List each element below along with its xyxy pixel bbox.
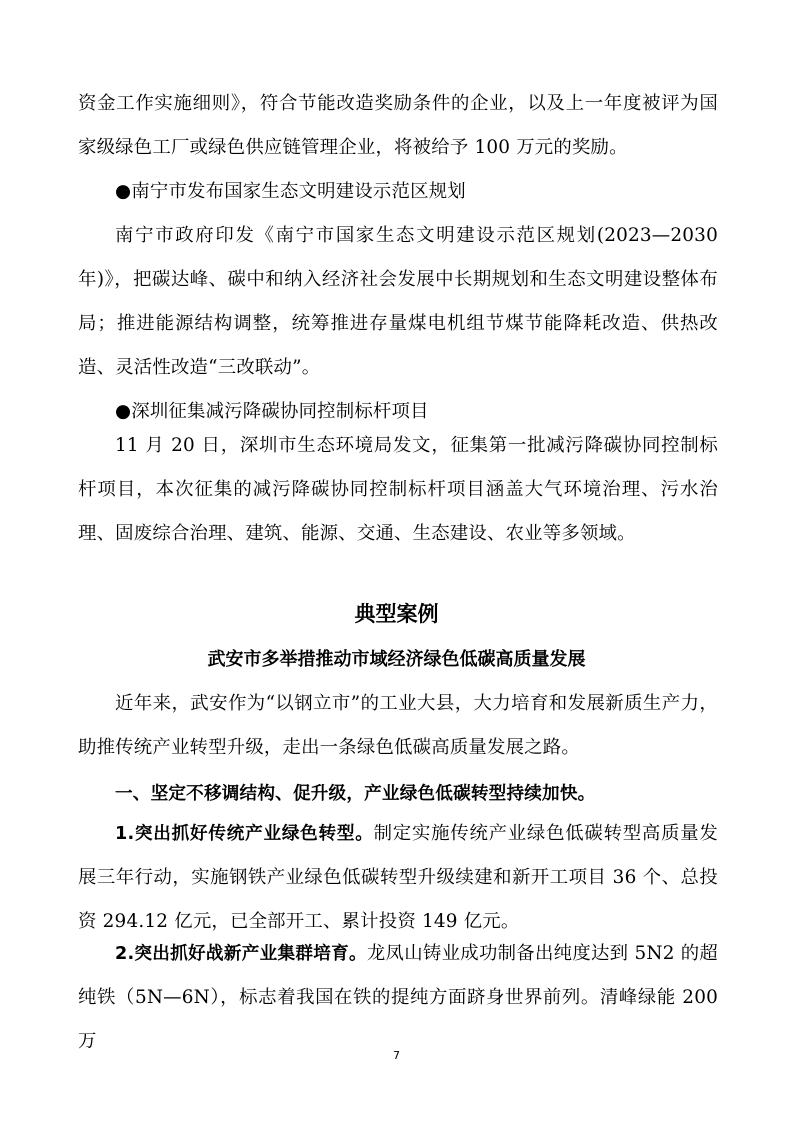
bullet-shenzhen-projects: ●深圳征集减污降碳协同控制标杆项目 xyxy=(115,401,429,422)
item-two-text: 龙凤山铸业成功制备出纯度达到 5N2 的超纯铁（5N—6N），标志着我国在铁的提纯方面跻身世界前列。清峰绿能 200 万 xyxy=(78,943,718,1052)
case-title: 武安市多举措推动市域经济绿色低碳高质量发展 xyxy=(207,649,586,670)
item-two-paragraph xyxy=(78,932,718,1064)
item-one-paragraph xyxy=(78,812,718,944)
paragraph-shenzhen-projects: 11 月 20 日，深圳市生态环境局发文，征集第一批减污降碳协同控制标杆项目，本次征集的减污降碳协同控制标杆项目涵盖大气环境治理、污水治理、固废综合治理、建筑、能源、交通、生态建设、农业等多领域。 xyxy=(78,435,718,544)
item-one-text: 制定实施传统产业绿色低碳转型高质量发展三年行动，实施钢铁产业绿色低碳转型升级续建和新开工项目 36 个、总投资 294.12 亿元，已全部开工、累计投资 149 亿元。 xyxy=(78,823,718,932)
item-one-title: 1.突出抓好传统产业绿色转型。 xyxy=(115,824,374,844)
bullet-nanning-plan: ●南宁市发布国家生态文明建设示范区规划 xyxy=(115,181,466,202)
paragraph-energy-saving-reward: 资金工作实施细则》，符合节能改造奖励条件的企业，以及上一年度被评为国家级绿色工厂或绿色供应链管理企业，将被给予 100 万元的奖励。 xyxy=(78,93,718,158)
page-number: 7 xyxy=(393,1049,400,1062)
item-two-title: 2.突出抓好战新产业集群培育。 xyxy=(115,944,367,964)
section-heading-typical-cases: 典型案例 xyxy=(354,602,439,626)
section-one-heading xyxy=(78,772,718,816)
paragraph-case-intro: 近年来，武安作为“以钢立市”的工业大县，大力培育和发展新质生产力，助推传统产业转型升级，走出一条绿色低碳高质量发展之路。 xyxy=(78,693,718,758)
paragraph-nanning-plan: 南宁市政府印发《南宁市国家生态文明建设示范区规划(2023—2030 年)》，把碳达峰、碳中和纳入经济社会发展中长期规划和生态文明建设整体布局；推进能源结构调整，统筹推进存量煤电机组节煤节能降耗改造、供热改造、灵活性改造“三改联动”。 xyxy=(78,225,718,378)
section-one-text: 一、坚定不移调结构、促升级，产业绿色低碳转型持续加快。 xyxy=(115,784,596,804)
